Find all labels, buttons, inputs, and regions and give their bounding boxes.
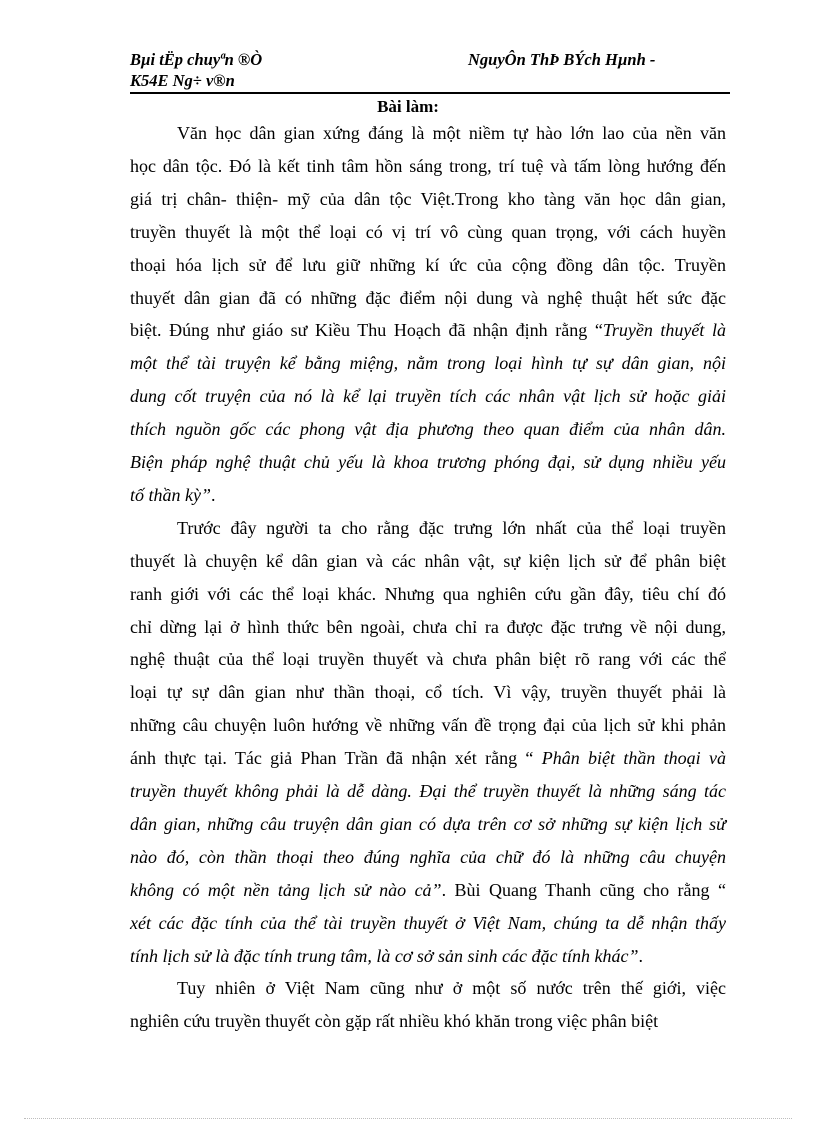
- text-line: [130, 418, 726, 440]
- text-run: những câu chuyện luôn hướng về những vấn đề trọng đại của lịch sử khi phản: [130, 715, 726, 736]
- text-run: truyền thuyết không phải là dễ dàng. Đại thể truyền thuyết là những sáng tác: [130, 781, 726, 801]
- text-run: .: [638, 945, 643, 966]
- text-run: loại tự sự dân gian như thần thoại, cổ tích. Vì vậy, truyền thuyết phải là: [130, 682, 726, 703]
- text-run: xét các đặc tính của thể tài truyền thuyết ở Việt Nam, chúng ta dễ nhận thấy: [130, 912, 726, 933]
- text-run: ranh giới với các thể loại khác. Nhưng qua nghiên cứu gần đây, tiêu chí đó: [130, 583, 726, 604]
- text-run: thoại hóa lịch sử để lưu giữ những kí ức của cộng đồng dân tộc. Truyền: [130, 254, 726, 275]
- text-line: [130, 780, 726, 802]
- text-line: [130, 484, 726, 506]
- page-title: Bài làm:: [377, 97, 439, 116]
- text-run: ánh thực tại. Tác giả Phan Trần đã nhận xét rằng “: [130, 748, 542, 769]
- text-line: [130, 221, 726, 243]
- header-right-line-1: NguyÔn ThÞ BÝch Hµnh -: [468, 50, 656, 69]
- text-run: thuyết dân gian đã có những đặc điểm nội dung và nghệ thuật hết sức đặc: [130, 287, 726, 308]
- text-run: nào đó, còn thần thoại theo đúng nghĩa của chữ đó là những câu chuyện: [130, 846, 726, 867]
- text-line: [130, 583, 726, 605]
- text-run: nghệ thuật của thể loại truyền thuyết và chưa phân biệt rõ rang với các thể: [130, 649, 726, 670]
- text-run: học dân tộc. Đó là kết tinh tâm hồn sáng trong, trí tuệ và tấm lòng hướng đến: [130, 155, 726, 176]
- text-run: tính lịch sử là đặc tính trung tâm, là cơ sở sản sinh các đặc tính khác”: [130, 945, 639, 966]
- text-run: Phân biệt thần thoại và: [541, 748, 726, 769]
- text-line: [177, 977, 726, 999]
- text-line: [130, 681, 726, 703]
- text-run: Văn học dân gian xứng đáng là một niềm tự hào lớn lao của nền văn: [177, 123, 726, 143]
- text-line: [177, 517, 726, 539]
- text-run: .: [211, 484, 216, 505]
- text-run: Trước đây người ta cho rằng đặc trưng lớn nhất của thể loại truyền: [177, 517, 726, 538]
- text-line: [130, 319, 726, 341]
- text-run: thuyết là chuyện kể dân gian và các nhân vật, sự kiện lịch sử để phân biệt: [130, 550, 726, 571]
- text-line: [130, 287, 726, 309]
- text-run: Biện pháp nghệ thuật chủ yếu là khoa trương phóng đại, sử dụng nhiều yếu: [130, 452, 726, 472]
- header-left-line-2: K54E Ng÷ v®n: [130, 71, 235, 90]
- header-rule: [130, 92, 730, 94]
- text-line: [130, 1010, 726, 1032]
- text-run: Tuy nhiên ở Việt Nam cũng như ở một số nước trên thế giới, việc: [177, 978, 726, 999]
- text-line: [130, 648, 726, 670]
- text-line: [130, 879, 726, 901]
- text-line: [130, 813, 726, 835]
- text-run: biệt. Đúng như giáo sư Kiều Thu Hoạch đã nhận định rằng “: [130, 320, 603, 341]
- text-run: không có một nền tảng lịch sử nào cả”: [130, 879, 442, 900]
- text-line: [130, 550, 726, 572]
- text-line: [130, 352, 726, 374]
- text-run: giá trị chân- thiện- mỹ của dân tộc Việt.Trong kho tàng văn học dân gian,: [130, 188, 726, 209]
- text-line: [130, 912, 726, 934]
- page-bottom-border: [24, 1118, 792, 1119]
- text-line: [130, 846, 726, 868]
- text-run: dân gian, những câu truyện dân gian có dựa trên cơ sở những sự kiện lịch sử: [130, 813, 726, 834]
- text-line: [130, 188, 726, 210]
- text-line: [130, 714, 726, 736]
- text-run: thích nguồn gốc các phong vật địa phương theo quan điểm của nhân dân.: [130, 419, 726, 440]
- text-run: truyền thuyết là một thể loại có vị trí vô cùng quan trọng, với cách huyền: [130, 221, 726, 242]
- text-line: [177, 122, 726, 144]
- text-run: nghiên cứu truyền thuyết còn gặp rất nhiều khó khăn trong việc phân biệt: [130, 1011, 659, 1032]
- text-run: dung cốt truyện của nó là kể lại truyền tích các nhân vật lịch sử hoặc giải: [130, 386, 726, 407]
- text-line: [130, 451, 726, 473]
- header-left-line-1: Bµi tËp chuyªn ®Ò: [130, 50, 263, 69]
- text-run: tố thần kỳ”: [130, 484, 211, 505]
- text-run: một thể tài truyện kể bằng miệng, nằm trong loại hình tự sự dân gian, nội: [130, 353, 726, 374]
- text-line: [130, 945, 726, 967]
- text-line: [130, 254, 726, 276]
- text-run: chỉ dừng lại ở hình thức bên ngoài, chưa chỉ ra được đặc trưng về nội dung,: [130, 616, 726, 637]
- text-line: [130, 747, 726, 769]
- text-line: [130, 385, 726, 407]
- text-line: [130, 616, 726, 638]
- text-run: . Bùi Quang Thanh cũng cho rằng “: [441, 879, 726, 900]
- text-line: [130, 155, 726, 177]
- text-run: Truyền thuyết là: [602, 320, 726, 341]
- page-header: [130, 49, 730, 91]
